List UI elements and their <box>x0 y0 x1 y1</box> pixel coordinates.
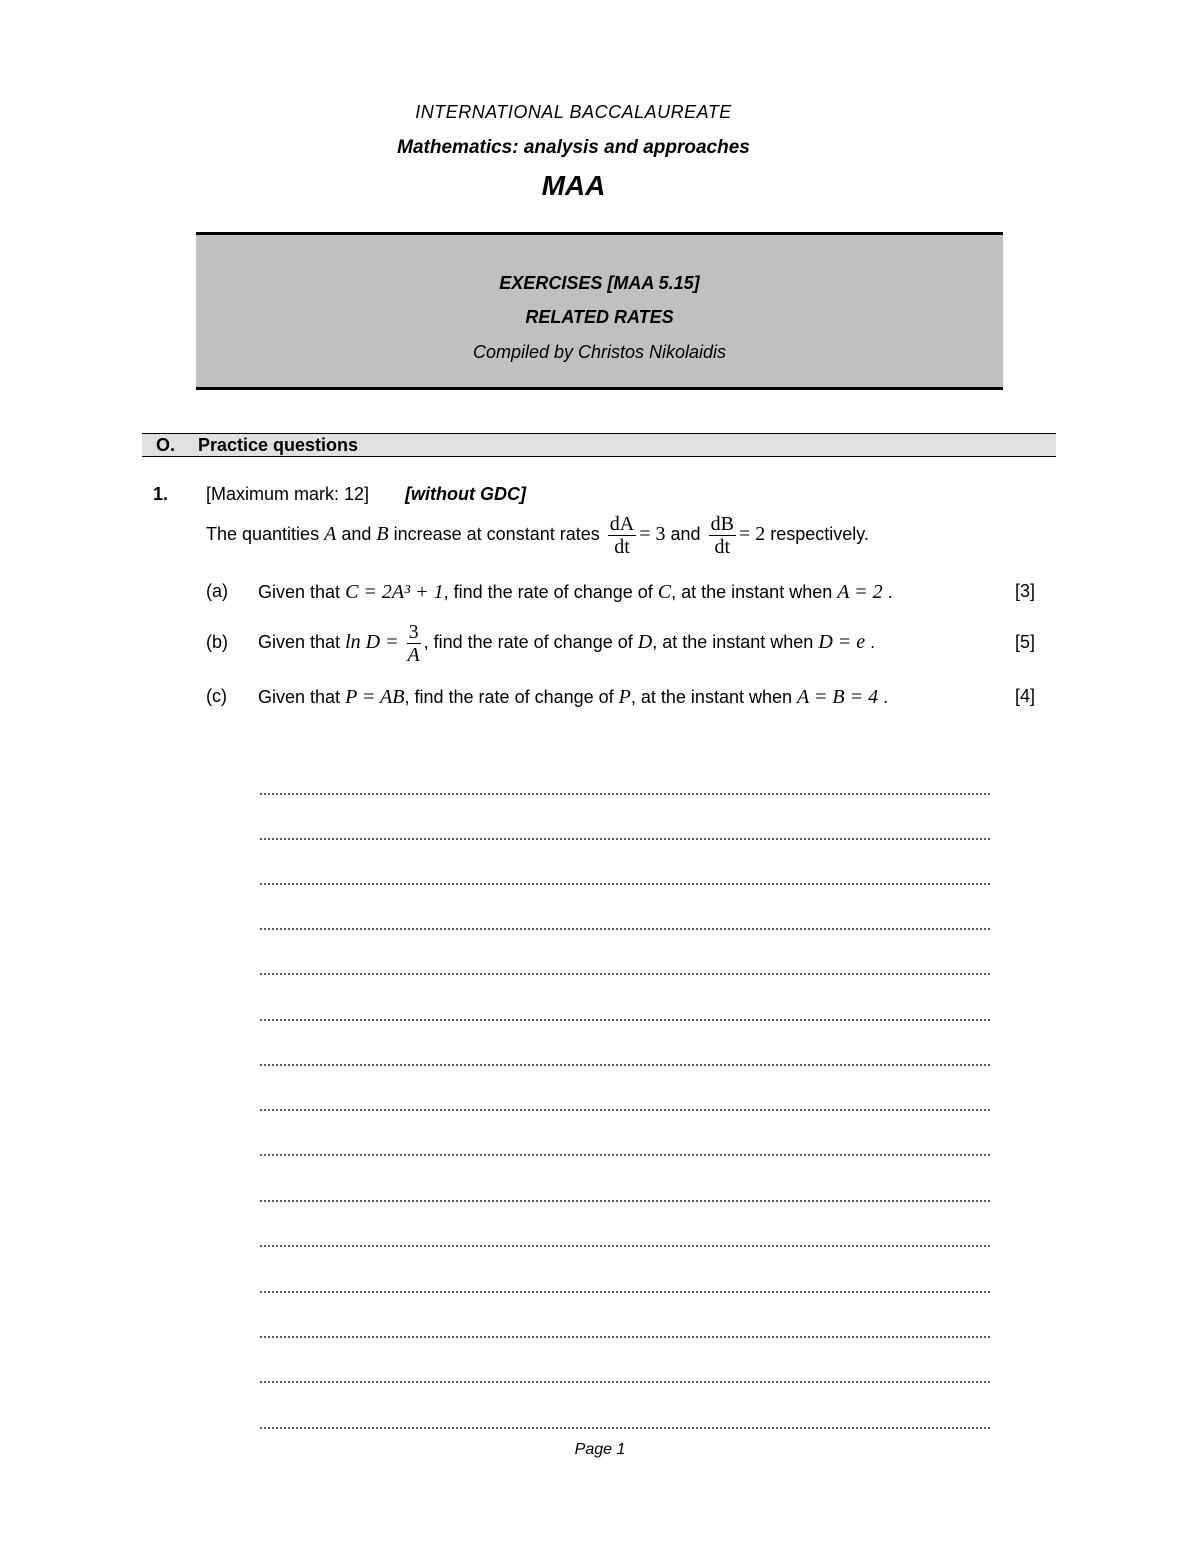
question-number: 1. <box>153 484 169 504</box>
part-c-marks: [4] <box>1015 686 1036 706</box>
title-banner <box>196 232 1003 390</box>
part-b-text: Given that ln D = $\frac{3}{A}$ , find the rate of change of D, at the instant when D = e . <box>258 620 876 666</box>
answer-line[interactable] <box>259 792 991 796</box>
answer-line[interactable] <box>259 1153 991 1157</box>
part-b-label: (b) <box>206 632 228 652</box>
subject-heading: Mathematics: analysis and approaches <box>397 137 750 158</box>
course-code: MAA <box>541 170 606 201</box>
section-number: O. <box>156 435 176 455</box>
answer-line[interactable] <box>259 1244 991 1248</box>
part-b-fraction: $\frac{3}{A}$ <box>407 620 420 666</box>
rate-a-fraction: $\frac{dA}{dt}$ <box>609 512 635 558</box>
banner-author: Compiled by Christos Nikolaidis <box>472 342 727 362</box>
answer-line[interactable] <box>259 1426 991 1430</box>
section-header <box>142 433 1056 457</box>
part-a-marks: [3] <box>1015 581 1036 601</box>
banner-exercises: EXERCISES [MAA 5.15] <box>499 273 700 293</box>
answer-line[interactable] <box>259 1290 991 1294</box>
answer-line[interactable] <box>259 972 991 976</box>
part-a-label: (a) <box>206 581 228 601</box>
part-b-marks: [5] <box>1015 632 1036 652</box>
answer-line[interactable] <box>259 1380 991 1384</box>
section-title: Practice questions <box>198 435 359 455</box>
question-meta <box>206 484 526 505</box>
answer-line[interactable] <box>259 837 991 841</box>
rate-b-fraction: $\frac{dB}{dt}$ <box>710 512 734 558</box>
banner-topic: RELATED RATES <box>525 307 674 327</box>
answer-line[interactable] <box>259 1199 991 1203</box>
answer-line[interactable] <box>259 1108 991 1112</box>
max-mark: [Maximum mark: 12] <box>206 484 370 504</box>
question-intro: The quantities A and B increase at constant rates $\frac{dA}{dt}$ = 3 and $\frac{dB}{dt}$ = 2 respectively. <box>206 512 869 558</box>
answer-line[interactable] <box>259 1018 991 1022</box>
answer-line[interactable] <box>259 1063 991 1067</box>
part-c-label: (c) <box>206 686 227 706</box>
part-a-text: Given that C = 2A³ + 1, find the rate of change of C, at the instant when A = 2 . <box>258 581 893 603</box>
answer-line[interactable] <box>259 927 991 931</box>
institution-heading: INTERNATIONAL BACCALAUREATE <box>415 102 732 122</box>
answer-line[interactable] <box>259 882 991 886</box>
gdc-note: [without GDC] <box>405 484 527 504</box>
answer-line[interactable] <box>259 1335 991 1339</box>
page-number: Page 1 <box>574 1441 626 1458</box>
part-c-text: Given that P = AB, find the rate of change of P, at the instant when A = B = 4 . <box>258 686 889 708</box>
